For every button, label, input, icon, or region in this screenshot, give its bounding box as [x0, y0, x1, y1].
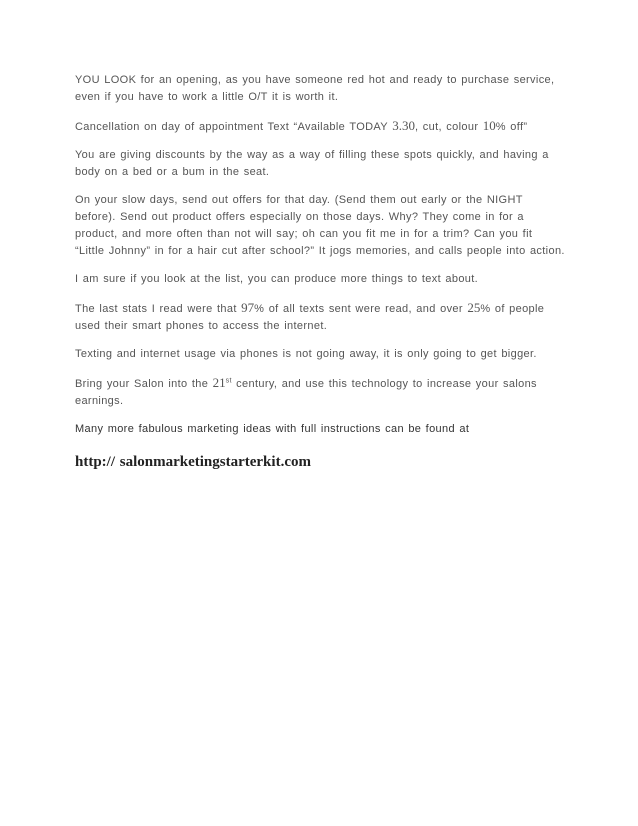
text-segment: The last stats I read were that: [75, 303, 242, 315]
text-segment: , cut, colour: [414, 121, 483, 133]
text-segment: % of all texts sent were read, and over: [254, 303, 468, 315]
paragraph-discounts: You are giving discounts by the way as a way of filling these spots quickly, and having a body on a bed or a bum in the seat.: [75, 149, 549, 178]
ordinal-suffix: st: [225, 377, 232, 385]
stat-smartphone-percent: 25: [467, 300, 481, 315]
century-number: 21: [212, 375, 226, 390]
website-link[interactable]: http:// salonmarketingstarterkit.com: [75, 454, 311, 470]
text-segment: % off”: [495, 121, 528, 133]
paragraph-slow-days: On your slow days, send out offers for that day. (Send them out early or the NIGHT before). Send out product offers especially on those days. Why? They come in for a product, and more often than not will say; oh can you fit me in for a trim? Can you fit “Little Johnny” in for a hair cut after school?” It jogs memories, and calls people into action.: [75, 194, 565, 257]
paragraph-list: I am sure if you look at the list, you can produce more things to text about.: [75, 273, 479, 285]
paragraph-stats: [75, 299, 565, 335]
paragraph-texting: Texting and internet usage via phones is not going away, it is only going to get bigger.: [75, 348, 537, 360]
text-segment: % of people used their smart phones to access the internet.: [75, 303, 545, 332]
text-segment: century, and use this technology to increase your salons earnings.: [75, 378, 537, 407]
discount-value: 10: [482, 118, 496, 133]
time-value: 3.30: [392, 118, 415, 133]
paragraph-more-ideas: Many more fabulous marketing ideas with full instructions can be found at: [75, 423, 470, 435]
text-segment: Bring your Salon into the: [75, 378, 213, 390]
stat-read-percent: 97: [241, 300, 255, 315]
paragraph-cancellation: [75, 117, 565, 136]
paragraph-century: [75, 374, 565, 410]
document-body: [75, 72, 565, 471]
text-segment: Cancellation on day of appointment Text “Available TODAY: [75, 121, 393, 133]
paragraph-opening: YOU LOOK for an opening, as you have someone red hot and ready to purchase service, even if you have to work a little O/T it is worth it.: [75, 74, 555, 103]
